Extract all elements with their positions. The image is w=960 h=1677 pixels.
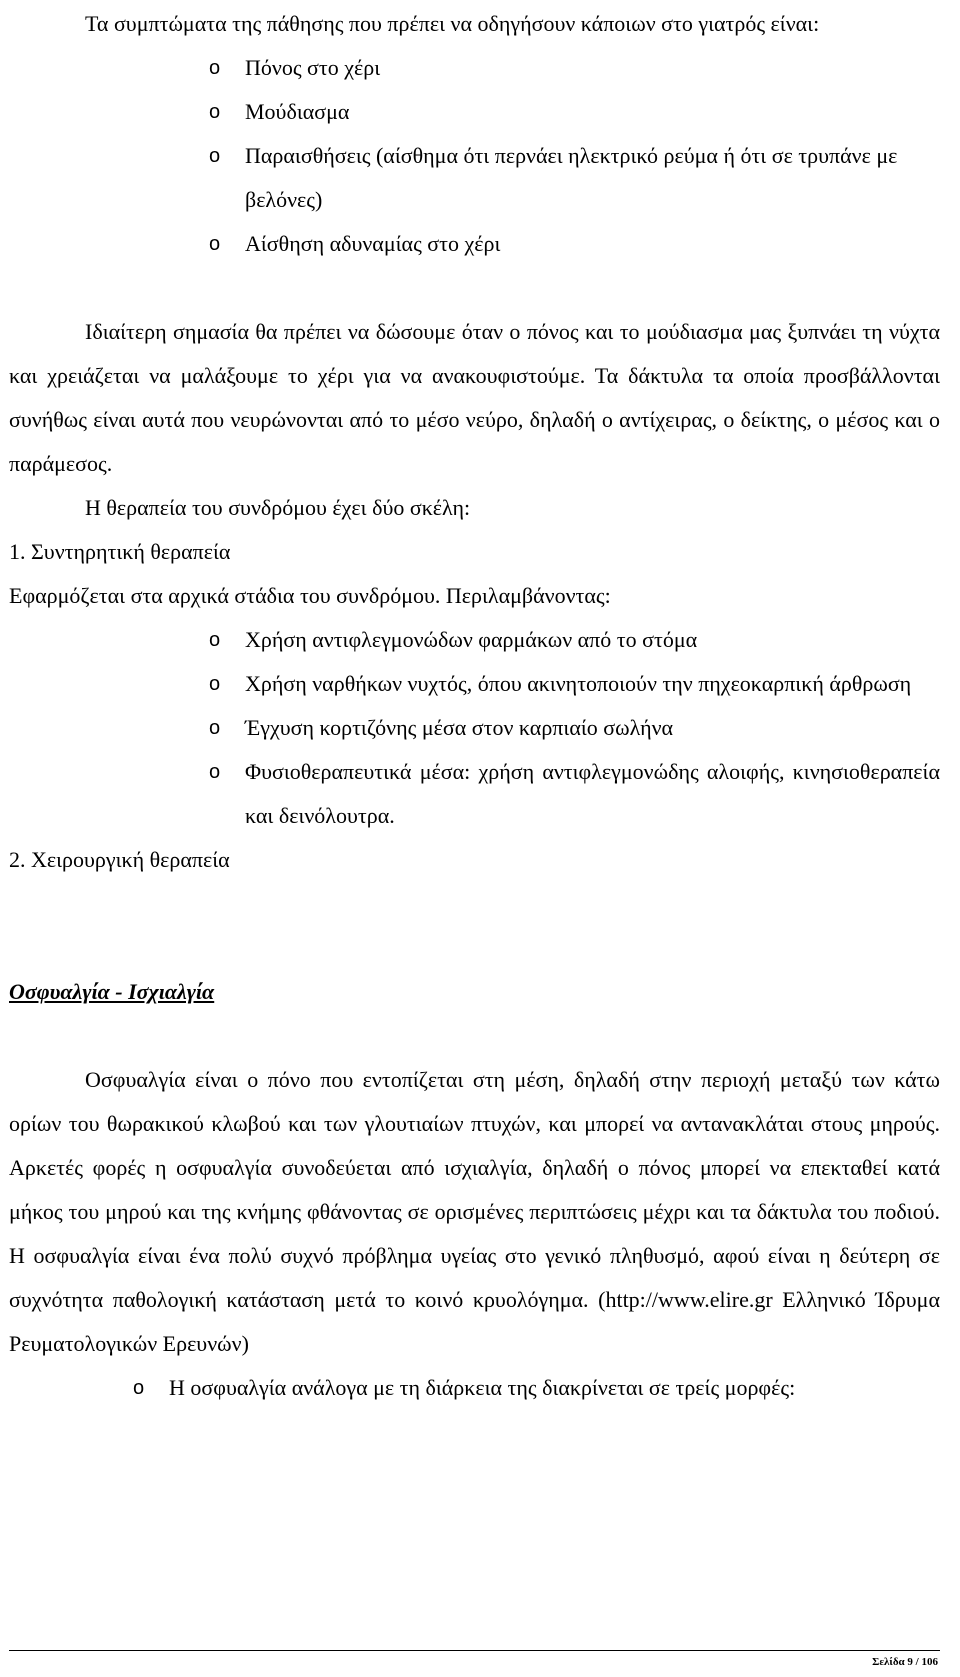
list-item (9, 618, 940, 662)
bullet-marker: o (209, 233, 221, 255)
treatment-intro: Η θεραπεία του συνδρόμου έχει δύο σκέλη: (85, 495, 471, 520)
list-item (9, 46, 940, 90)
bullet-marker: o (209, 673, 221, 695)
spacer (9, 882, 940, 970)
list-item (9, 706, 940, 750)
surgical-title: 2. Χειρουργική θεραπεία (9, 847, 230, 872)
footer-divider (9, 1650, 940, 1651)
list-item-text: Χρήση ναρθήκων νυχτός, όπου ακινητοποιούν την πηχεοκαρπική άρθρωση (245, 671, 912, 696)
conservative-intro: Εφαρμόζεται στα αρχικά στάδια του συνδρόμου. Περιλαμβάνοντας: (9, 583, 611, 608)
list-item (9, 750, 940, 838)
list-item-text: Φυσιοθεραπευτικά μέσα: χρήση αντιφλεγμονώδης αλοιφής, κινησιοθεραπεία και δεινόλουτρα. (245, 759, 940, 828)
list-item-text: Πόνος στο χέρι (245, 55, 381, 80)
list-item (9, 222, 940, 266)
list-item-text: Η οσφυαλγία ανάλογα με τη διάρκεια της διακρίνεται σε τρείς μορφές: (169, 1375, 796, 1400)
list-item (9, 134, 940, 222)
symptoms-list (9, 46, 940, 266)
list-item (9, 662, 940, 706)
list-item-text: Μούδιασμα (245, 99, 350, 124)
bullet-marker: o (209, 629, 221, 651)
bullet-marker: o (209, 761, 221, 783)
list-item-text: Παραισθήσεις (αίσθημα ότι περνάει ηλεκτρικό ρεύμα ή ότι σε τρυπάνε με βελόνες) (245, 143, 898, 212)
section-list (9, 1366, 940, 1410)
bullet-marker: o (209, 717, 221, 739)
list-item (9, 90, 940, 134)
list-item (9, 1366, 940, 1410)
bullet-marker: o (209, 57, 221, 79)
list-item-text: Αίσθηση αδυναμίας στο χέρι (245, 231, 501, 256)
section-paragraph: Οσφυαλγία είναι ο πόνο που εντοπίζεται στη μέση, δηλαδή στην περιοχή μεταξύ των κάτω ορίων του θωρακικού κλωβού και των γλουτιαίων πτυχών, και μπορεί να αντανακλάται στους μηρούς. Αρκετές φορές η οσφυαλγία συνοδεύεται από ισχιαλγία, δηλαδή ο πόνος μπορεί να επεκταθεί κατά μήκος του μηρού και της κνήμης φθάνοντας σε ορισμένες περιπτώσεις μέχρι και τα δάκτυλα του ποδιού. Η οσφυαλγία είναι ένα πολύ συχνό πρόβλημα υγείας στο γενικό πληθυσμό, αφού είναι η δεύτερη σε συχνότητα παθολογική κατάσταση μετά το κοινό κρυολόγημα. (http://www.elire.gr Ελληνικό Ίδρυμα Ρευματολογικών Ερευνών) (9, 1067, 940, 1356)
bullet-marker: o (209, 101, 221, 123)
list-item-text: Χρήση αντιφλεγμονώδων φαρμάκων από το στόμα (245, 627, 698, 652)
bullet-marker: o (133, 1377, 145, 1399)
importance-paragraph: Ιδιαίτερη σημασία θα πρέπει να δώσουμε όταν ο πόνος και το μούδιασμα μας ξυπνάει τη νύχτα και χρειάζεται να μαλάξουμε το χέρι για να ανακουφιστούμε. Τα δάκτυλα τα οποία προσβάλλονται συνήθως είναι αυτά που νευρώνονται από το μέσο νεύρο, δηλαδή ο αντίχειρας, ο δείκτης, ο μέσος και ο παράμεσος. (9, 319, 940, 476)
conservative-list (9, 618, 940, 838)
page-number: Σελίδα 9 / 106 (872, 1656, 938, 1668)
section-heading: Οσφυαλγία - Ισχιαλγία (9, 979, 215, 1004)
spacer (9, 266, 940, 310)
page-content (9, 2, 940, 1410)
spacer (9, 1014, 940, 1058)
conservative-title: 1. Συντηρητική θεραπεία (9, 539, 231, 564)
intro-paragraph: Τα συμπτώματα της πάθησης που πρέπει να οδηγήσουν κάποιων στο γιατρός είναι: (85, 11, 820, 36)
list-item-text: Έγχυση κορτιζόνης μέσα στον καρπιαίο σωλήνα (245, 715, 674, 740)
bullet-marker: o (209, 145, 221, 167)
